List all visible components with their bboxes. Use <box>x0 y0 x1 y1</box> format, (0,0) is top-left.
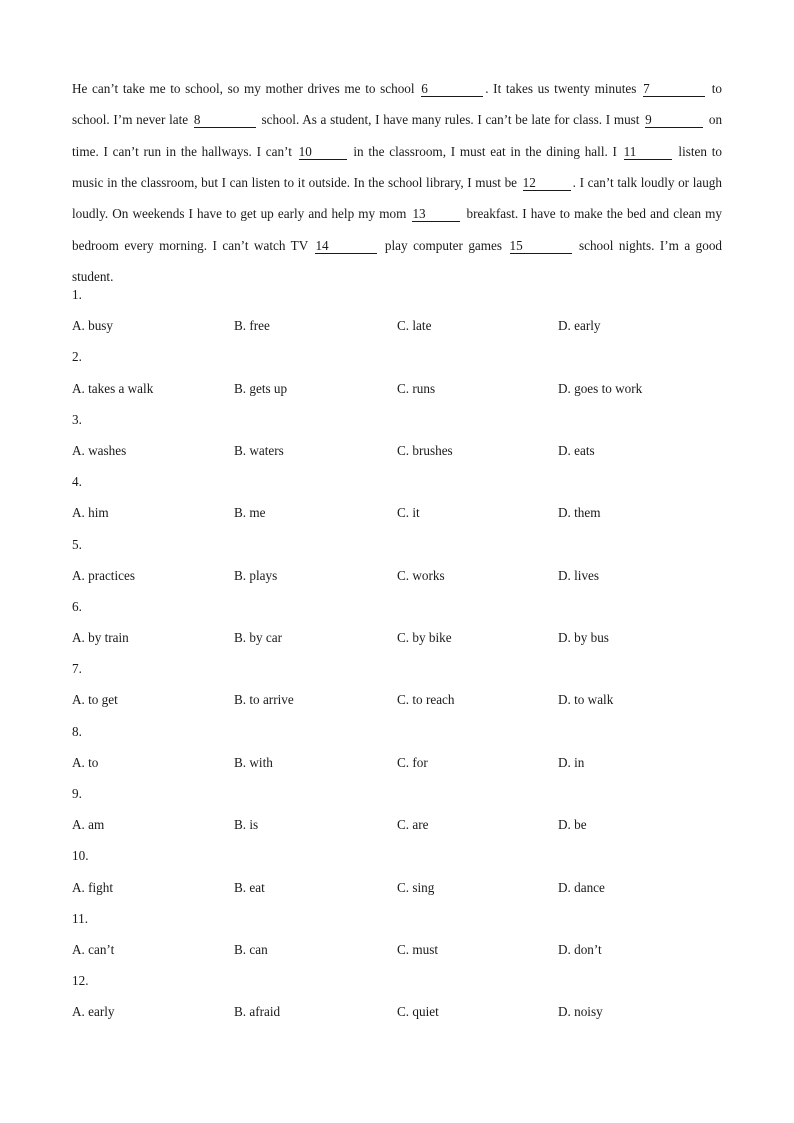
question <box>72 466 722 528</box>
passage-text: listen to music in the classroom, but I can listen to it outside. In the school library, I must be <box>72 143 722 191</box>
question-options <box>72 747 722 778</box>
question-list <box>72 279 722 1028</box>
option-a[interactable]: A. am <box>72 817 105 833</box>
passage-text: . It takes us twenty minutes <box>485 81 637 97</box>
question <box>72 404 722 466</box>
option-d[interactable]: D. don’t <box>558 941 602 957</box>
question-number: 8. <box>72 723 82 739</box>
option-d[interactable]: D. noisy <box>558 1004 603 1020</box>
option-d[interactable]: D. by bus <box>558 630 609 646</box>
question <box>72 529 722 591</box>
option-d[interactable]: D. goes to work <box>558 380 643 396</box>
blank-13[interactable]: 13 <box>412 207 460 222</box>
blank-6[interactable]: 6 <box>421 82 483 97</box>
question-options <box>72 373 722 404</box>
option-a[interactable]: A. practices <box>72 567 135 583</box>
option-c[interactable]: C. late <box>397 318 432 334</box>
passage-text: . I can’t talk loudly or laugh loudly. On weekends I have to get up early and help my mom <box>72 175 722 222</box>
question-number: 2. <box>72 349 82 365</box>
question-options <box>72 622 722 653</box>
passage-text: on time. I can’t run in the hallways. I can’t <box>72 112 723 159</box>
option-b[interactable]: B. afraid <box>234 1004 281 1020</box>
question-options <box>72 310 722 341</box>
question-number: 1. <box>72 287 82 302</box>
question-number: 12. <box>72 973 89 989</box>
passage-text: to school. I’m never late <box>72 81 723 128</box>
option-a[interactable]: A. to get <box>72 692 118 708</box>
option-c[interactable]: C. by bike <box>397 630 452 646</box>
passage-text: school. As a student, I have many rules. I can’t be late for class. I must <box>261 112 640 128</box>
option-a[interactable]: A. by train <box>72 630 129 646</box>
question-number: 6. <box>72 598 82 614</box>
question <box>72 965 722 1027</box>
option-c[interactable]: C. are <box>397 817 429 833</box>
option-b[interactable]: B. can <box>234 941 268 957</box>
option-a[interactable]: A. him <box>72 505 109 521</box>
option-d[interactable]: D. be <box>558 817 587 833</box>
passage-text: play computer games <box>384 237 503 253</box>
option-b[interactable]: B. me <box>234 505 266 521</box>
option-b[interactable]: B. eat <box>234 879 265 895</box>
question-number: 5. <box>72 536 82 552</box>
option-a[interactable]: A. takes a walk <box>72 380 154 396</box>
question-number: 4. <box>72 474 82 490</box>
blank-12[interactable]: 12 <box>523 176 571 191</box>
option-a[interactable]: A. washes <box>72 442 127 458</box>
option-d[interactable]: D. lives <box>558 567 600 583</box>
passage-text: school nights. I’m a good student. <box>72 237 723 284</box>
option-d[interactable]: D. eats <box>558 442 595 458</box>
question <box>72 903 722 965</box>
option-b[interactable]: B. gets up <box>234 380 288 396</box>
question-options <box>72 435 722 466</box>
question-options <box>72 934 722 965</box>
option-c[interactable]: C. it <box>397 505 420 521</box>
option-d[interactable]: D. dance <box>558 879 605 895</box>
option-d[interactable]: D. in <box>558 754 585 770</box>
question-options <box>72 560 722 591</box>
question <box>72 716 722 778</box>
question-number: 7. <box>72 661 82 677</box>
option-b[interactable]: B. waters <box>234 442 284 458</box>
blank-10[interactable]: 10 <box>299 145 347 160</box>
option-a[interactable]: A. early <box>72 1004 115 1020</box>
question <box>72 778 722 840</box>
question-number: 11. <box>72 910 88 926</box>
option-c[interactable]: C. brushes <box>397 442 453 458</box>
option-c[interactable]: C. for <box>397 754 428 770</box>
option-c[interactable]: C. runs <box>397 380 436 396</box>
question <box>72 341 722 403</box>
question-options <box>72 809 722 840</box>
option-a[interactable]: A. can’t <box>72 941 115 957</box>
question <box>72 840 722 902</box>
question <box>72 279 722 341</box>
question-number: 9. <box>72 786 82 801</box>
question <box>72 653 722 715</box>
option-a[interactable]: A. to <box>72 754 99 770</box>
option-c[interactable]: C. sing <box>397 879 435 895</box>
option-d[interactable]: D. early <box>558 318 601 334</box>
option-b[interactable]: B. free <box>234 318 270 334</box>
option-d[interactable]: D. them <box>558 505 601 521</box>
option-c[interactable]: C. works <box>397 567 445 583</box>
option-c[interactable]: C. to reach <box>397 692 455 708</box>
question-options <box>72 684 722 715</box>
option-c[interactable]: C. must <box>397 941 439 957</box>
question-options <box>72 996 722 1027</box>
blank-15[interactable]: 15 <box>510 239 572 254</box>
question-options <box>72 872 722 903</box>
option-b[interactable]: B. to arrive <box>234 692 294 708</box>
option-b[interactable]: B. with <box>234 754 273 770</box>
question-options <box>72 497 722 528</box>
passage-text: He can’t take me to school, so my mother drives me to school <box>72 81 415 97</box>
passage-text: in the classroom, I must eat in the dining hall. I <box>353 143 617 159</box>
option-a[interactable]: A. fight <box>72 879 114 895</box>
blank-11[interactable]: 11 <box>624 145 672 160</box>
question-number: 10. <box>72 848 89 864</box>
option-d[interactable]: D. to walk <box>558 692 614 708</box>
passage-text: breakfast. I have to make the bed and clean my bedroom every morning. I can’t watch TV <box>72 206 723 253</box>
cloze-passage <box>72 73 722 292</box>
question <box>72 591 722 653</box>
blank-14[interactable]: 14 <box>315 239 377 254</box>
option-b[interactable]: B. is <box>234 817 259 833</box>
blank-8[interactable]: 8 <box>194 113 256 128</box>
option-b[interactable]: B. plays <box>234 567 278 583</box>
option-a[interactable]: A. busy <box>72 318 114 334</box>
blank-7[interactable]: 7 <box>643 82 705 97</box>
blank-9[interactable]: 9 <box>645 113 703 128</box>
option-c[interactable]: C. quiet <box>397 1004 439 1020</box>
question-number: 3. <box>72 411 82 427</box>
option-b[interactable]: B. by car <box>234 630 282 646</box>
